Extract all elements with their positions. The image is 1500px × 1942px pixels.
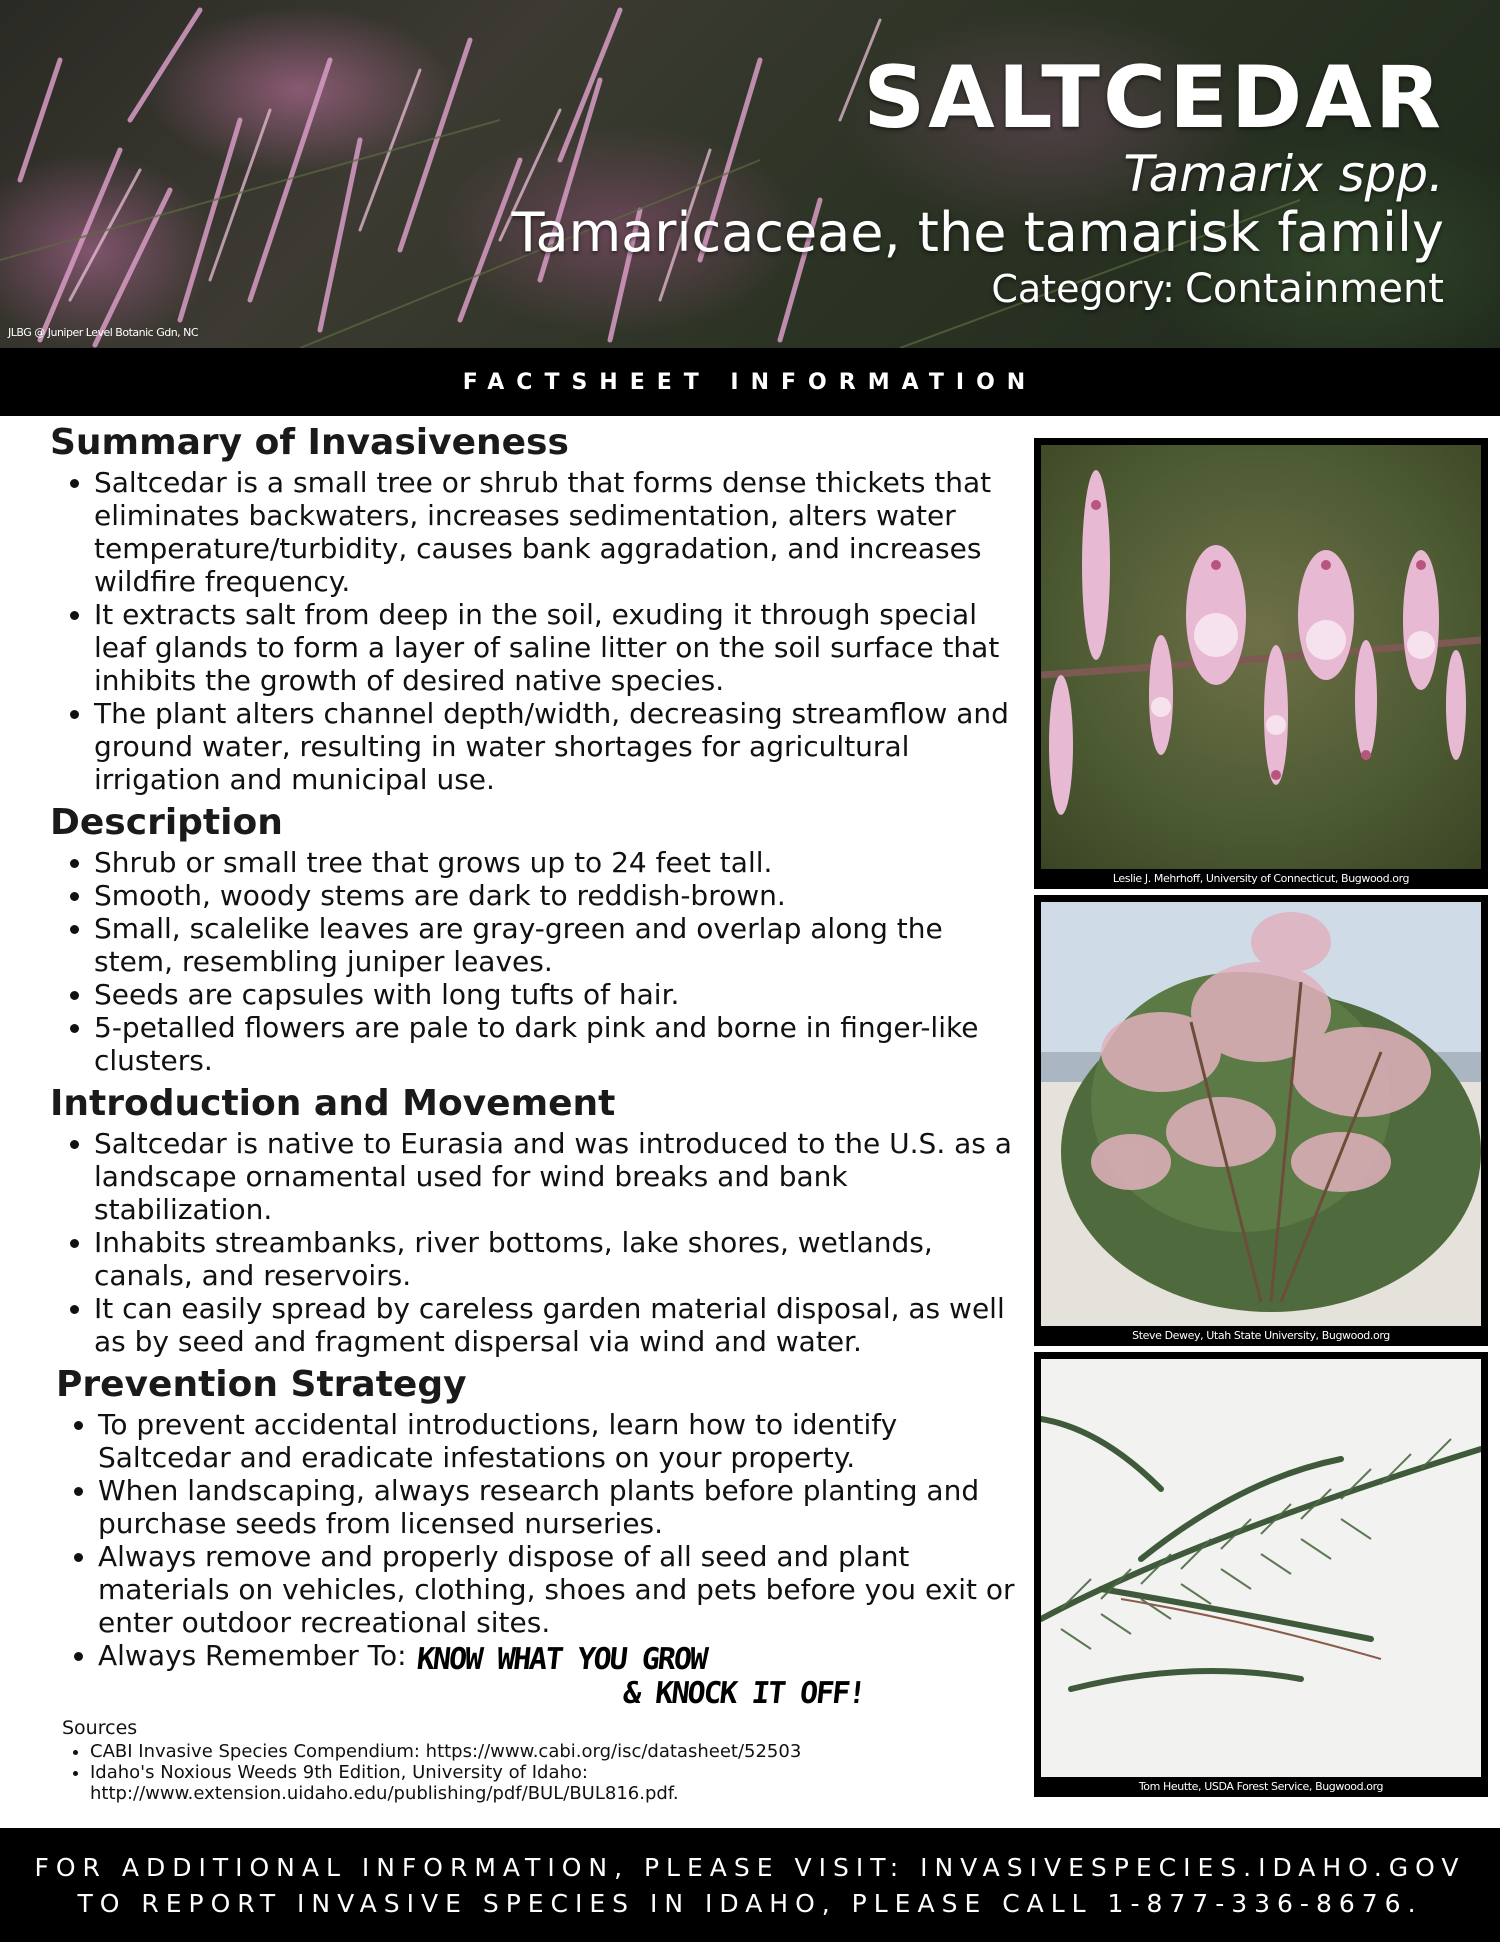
- list-item: • It can easily spread by careless garden material disposal, as well as by seed and fragment dispersal via wind and water.: [94, 1292, 1015, 1358]
- description-list: [50, 846, 1015, 1077]
- list-item: • 5-petalled flowers are pale to dark pink and borne in finger-like clusters.: [94, 1011, 1015, 1077]
- summary-list: [50, 466, 1015, 796]
- shrub-image: [1041, 902, 1481, 1326]
- category-line: [511, 264, 1444, 314]
- list-item: • Small, scalelike leaves are gray-green and overlap along the stem, resembling juniper leaves.: [94, 912, 1015, 978]
- list-item: • Smooth, woody stems are dark to reddish-brown.: [94, 879, 1015, 912]
- prevention-list: [50, 1408, 1015, 1711]
- source-item: • CABI Invasive Species Compendium: https://www.cabi.org/isc/datasheet/52503: [90, 1741, 1015, 1762]
- section-heading-summary: Summary of Invasiveness: [50, 422, 569, 463]
- photo-credit: Steve Dewey, Utah State University, Bugwood.org: [1132, 1329, 1390, 1342]
- slogan-line-2: & KNOCK IT OFF!: [621, 1676, 866, 1711]
- list-item: • Seeds are capsules with long tufts of hair.: [94, 978, 1015, 1011]
- list-item: • The plant alters channel depth/width, decreasing streamflow and ground water, resulting in water shortages for agricultural irrigation and municipal use.: [94, 697, 1015, 796]
- list-item: • When landscaping, always research plants before planting and purchase seeds from licensed nurseries.: [98, 1474, 1015, 1540]
- introduction-list: [50, 1127, 1015, 1358]
- list-item: • It extracts salt from deep in the soil, exuding it through special leaf glands to form a layer of saline litter on the soil surface that inhibits the growth of desired native species.: [94, 598, 1015, 697]
- list-item: [98, 1639, 1015, 1711]
- factsheet-information-bar: FACTSHEET INFORMATION: [0, 348, 1500, 416]
- handwritten-slogan: [411, 1643, 869, 1711]
- header-photo-credit: JLBG @ Juniper Level Botanic Gdn, NC: [8, 326, 199, 339]
- photo-foliage: [1034, 1352, 1488, 1797]
- slogan-line-1: KNOW WHAT YOU GROW: [414, 1642, 708, 1677]
- list-item: • Saltcedar is native to Eurasia and was introduced to the U.S. as a landscape ornamental used for wind breaks and bank stabilization.: [94, 1127, 1015, 1226]
- family-name: Tamaricaceae, the tamarisk family: [511, 201, 1444, 264]
- source-item: • Idaho's Noxious Weeds 9th Edition, University of Idaho: http://www.extension.uidaho.edu/publishing/pdf/BUL/BUL816.pdf.: [90, 1762, 1015, 1804]
- sources-list: [50, 1741, 1015, 1804]
- header-banner: [0, 0, 1500, 348]
- photo-credit: Leslie J. Mehrhoff, University of Connecticut, Bugwood.org: [1112, 872, 1410, 885]
- list-item: • Saltcedar is a small tree or shrub that forms dense thickets that eliminates backwaters, increases sedimentation, alters water temperature/turbidity, causes bank aggradation, and increases wildfire frequency.: [94, 466, 1015, 598]
- foliage-image: [1041, 1359, 1481, 1777]
- scientific-name: Tamarix spp.: [1123, 145, 1444, 203]
- section-heading-introduction: Introduction and Movement: [50, 1083, 616, 1124]
- category-value: Containment: [1184, 266, 1444, 312]
- footer-bar: [0, 1828, 1500, 1942]
- sources-heading: Sources: [62, 1717, 138, 1739]
- header-text-block: [511, 50, 1444, 314]
- flower-closeup-image: [1041, 445, 1481, 869]
- main-content: [50, 420, 1015, 1804]
- photo-shrub: [1034, 895, 1488, 1346]
- remember-label: • Always Remember To:: [98, 1639, 407, 1672]
- list-item: • Always remove and properly dispose of all seed and plant materials on vehicles, clothing, shoes and pets before you exit or enter outdoor recreational sites.: [98, 1540, 1015, 1639]
- photo-credit: Tom Heutte, USDA Forest Service, Bugwood.org: [1138, 1780, 1384, 1793]
- list-item: • Inhabits streambanks, river bottoms, lake shores, wetlands, canals, and reservoirs.: [94, 1226, 1015, 1292]
- category-label: Category:: [991, 267, 1175, 311]
- page-title: SALTCEDAR: [863, 48, 1444, 148]
- section-heading-prevention: Prevention Strategy: [56, 1364, 467, 1405]
- list-item: • Shrub or small tree that grows up to 24 feet tall.: [94, 846, 1015, 879]
- photo-flower-closeup: [1034, 438, 1488, 889]
- always-remember-line: [98, 1639, 1015, 1711]
- footer-report-line: TO REPORT INVASIVE SPECIES IN IDAHO, PLEASE CALL 1-877-336-8676.: [77, 1889, 1423, 1918]
- section-heading-description: Description: [50, 802, 283, 843]
- footer-info-line: FOR ADDITIONAL INFORMATION, PLEASE VISIT: INVASIVESPECIES.IDAHO.GOV: [34, 1853, 1466, 1882]
- list-item: • To prevent accidental introductions, learn how to identify Saltcedar and eradicate infestations on your property.: [98, 1408, 1015, 1474]
